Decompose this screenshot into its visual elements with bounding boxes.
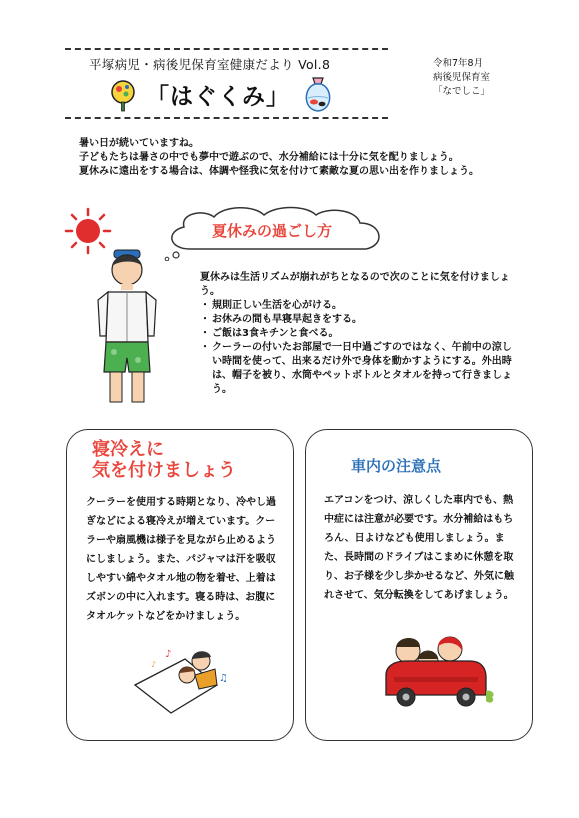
list-item: ・ お休みの間も早寝早起きをする。 [200, 313, 520, 327]
goldfish-bag-icon [300, 74, 336, 114]
svg-text:♪: ♪ [165, 649, 172, 660]
issue-department: 病後児保育室 [433, 72, 491, 83]
intro-line: 夏休みに遠出をする場合は、体調や怪我に気を付けて素敵な夏の思い出を作りましょう。 [79, 166, 479, 177]
chill-body: クーラーを使用する時期となり、冷やし過ぎなどによる寝冷えが増えています。クーラーや扇風機は様子を見ながら止めるようにしましょう。また、パジャマは汗を吸収しやすい綿やタオル地の物を着せ、上着はズボンの中に入れます。寝る時は、お腹にタオルケットなどをかけましょう。 [86, 497, 276, 622]
issue-meta [433, 57, 490, 99]
summer-tips-list [200, 299, 520, 397]
intro-paragraph [79, 137, 519, 179]
issue-room-name: 「なでしこ」 [433, 86, 491, 97]
summer-heading: 夏休みの過ごし方 [212, 222, 333, 240]
chill-heading [92, 439, 236, 481]
chill-heading-line2: 気を付けましょう [92, 460, 236, 481]
list-item: ・ クーラーの付いたお部屋で一日中過ごすのではなく、午前中の涼しい時間を使って、出来るだけ外で身体を動かすようにする。外出時は、帽子を被り、水筒やペットボトルとタオルを持って行きましょう。 [200, 341, 520, 397]
sleeping-child-illustration [125, 645, 235, 717]
svg-text:♫: ♫ [219, 673, 228, 684]
header-top-rule [65, 48, 388, 50]
list-item: ・ ご飯は3食キチンと食べる。 [200, 327, 520, 341]
list-item: ・ 規則正しい生活を心がける。 [200, 299, 520, 313]
newsletter-title: 「はぐくみ」 [146, 84, 290, 110]
uchiwa-fan-icon [106, 78, 140, 112]
intro-line: 子どもたちは暑さの中でも夢中で遊ぶので、水分補給には十分に気を配りましょう。 [79, 152, 459, 163]
intro-line: 暑い日が続いていますね。 [79, 138, 199, 149]
car-heading: 車内の注意点 [351, 457, 442, 475]
chill-heading-line1: 寝冷えに [92, 439, 164, 460]
family-car-illustration [378, 625, 498, 713]
car-body: エアコンをつけ、涼しくした車内でも、熱中症には注意が必要です。水分補給はもちろん、日よけなども使用しましょう。また、長時間のドライブはこまめに休憩を取り、お子様を少し歩かせるなど、外気に触れさせて、気分転換をしてあげましょう。 [324, 495, 514, 601]
newsletter-subtitle: 平塚病児・病後児保育室健康だより Vol.8 [89, 57, 331, 72]
summer-lead: 夏休みは生活リズムが崩れがちとなるので次のことに気を付けましょう。 [200, 272, 510, 297]
boy-summer-illustration [92, 240, 162, 410]
summer-section-text [200, 271, 520, 397]
issue-date: 令和7年8月 [433, 58, 484, 69]
header-bottom-rule [65, 117, 388, 119]
svg-text:♪: ♪ [151, 660, 157, 669]
